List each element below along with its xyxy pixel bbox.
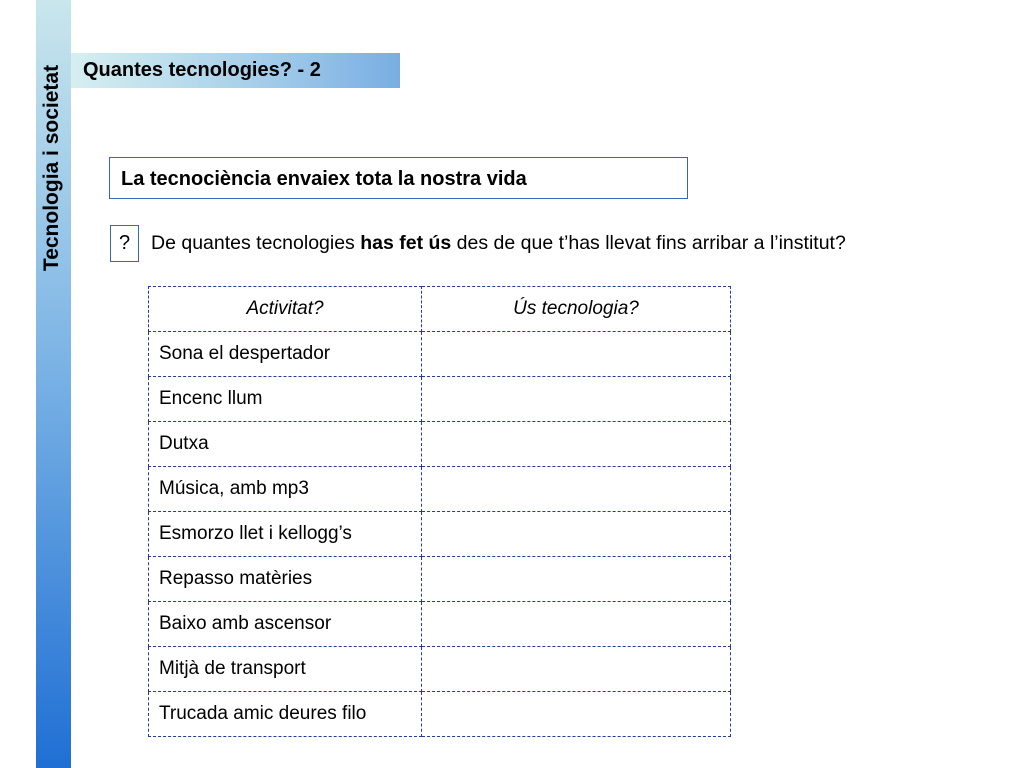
technology-cell[interactable] [422,332,731,377]
activity-cell: Esmorzo llet i kellogg’s [149,512,422,557]
technology-cell[interactable] [422,557,731,602]
technology-cell[interactable] [422,422,731,467]
activity-cell: Trucada amic deures filo [149,692,422,737]
table-row [149,692,731,737]
subtitle-text: La tecnociència envaiex tota la nostra vida [121,168,527,190]
question-text [151,232,846,255]
technology-cell[interactable] [422,647,731,692]
activity-cell: Dutxa [149,422,422,467]
technology-cell[interactable] [422,377,731,422]
table-header-row [149,287,731,332]
technology-cell[interactable] [422,467,731,512]
table-row [149,467,731,512]
question-text-before: De quantes tecnologies [151,232,361,254]
activity-cell: Música, amb mp3 [149,467,422,512]
activity-cell: Repasso matèries [149,557,422,602]
question-text-bold: has fet ús [360,232,452,254]
technology-cell[interactable] [422,512,731,557]
activities-table [148,286,731,737]
table-row [149,647,731,692]
slide-title: Quantes tecnologies? - 2 [83,59,321,81]
table-row [149,512,731,557]
slide-title-banner [71,53,400,88]
table-row [149,422,731,467]
table-row [149,602,731,647]
activity-cell: Sona el despertador [149,332,422,377]
technology-cell[interactable] [422,692,731,737]
column-header-technology: Ús tecnologia? [422,287,731,332]
activity-cell: Encenc llum [149,377,422,422]
question-marker-box: ? [110,225,139,262]
question-text-after: des de que t’has llevat fins arribar a l’institut? [451,232,846,254]
activity-cell: Mitjà de transport [149,647,422,692]
table-row [149,557,731,602]
column-header-activity: Activitat? [149,287,422,332]
table-row [149,332,731,377]
technology-cell[interactable] [422,602,731,647]
activity-cell: Baixo amb ascensor [149,602,422,647]
subtitle-box [109,157,688,199]
table-row [149,377,731,422]
sidebar-vertical-title: Tecnologia i societat [40,64,63,272]
